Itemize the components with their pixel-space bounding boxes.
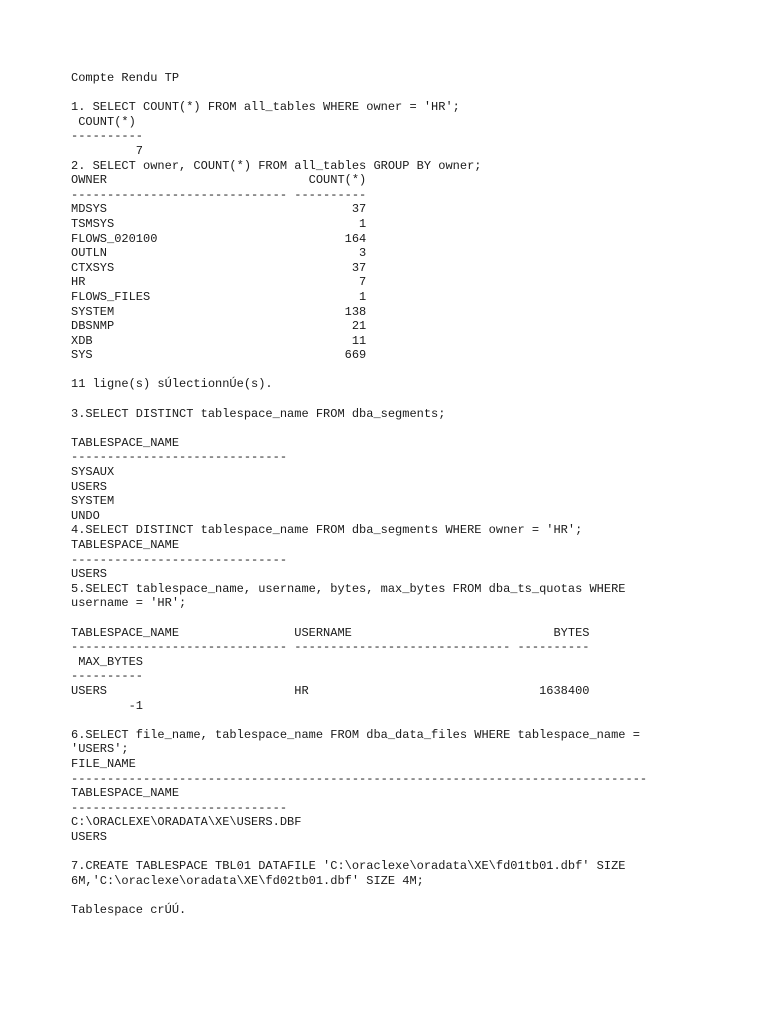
text-line: USERS [71, 479, 108, 494]
blank-line [71, 421, 761, 436]
text-line: SYSTEM 138 [71, 304, 367, 319]
blank-line [71, 611, 761, 626]
blank-line [71, 86, 761, 101]
blank-line [71, 844, 761, 859]
text-line: CTXSYS 37 [71, 260, 367, 275]
text-line: TABLESPACE_NAME [71, 435, 180, 450]
text-line: 6.SELECT file_name, tablespace_name FROM dba_data_files WHERE tablespace_name = [71, 727, 640, 742]
document-body [71, 71, 761, 917]
blank-line [71, 713, 761, 728]
text-line: Compte Rendu TP [71, 71, 180, 85]
text-line: USERS [71, 567, 108, 582]
text-line: 7 [71, 143, 144, 158]
text-line: MAX_BYTES [71, 654, 144, 669]
text-line: OWNER COUNT(*) [71, 173, 367, 188]
text-line: 6M,'C:\oraclexe\oradata\XE\fd02tb01.dbf' SIZE 4M; [71, 873, 424, 888]
text-line: ------------------------------ [71, 450, 288, 465]
text-line: TABLESPACE_NAME [71, 786, 180, 801]
text-line: ------------------------------ [71, 552, 288, 567]
text-line: 5.SELECT tablespace_name, username, bytes, max_bytes FROM dba_ts_quotas WHERE [71, 581, 626, 596]
text-line: 2. SELECT owner, COUNT(*) FROM all_tables GROUP BY owner; [71, 158, 482, 173]
text-line: 7.CREATE TABLESPACE TBL01 DATAFILE 'C:\oraclexe\oradata\XE\fd01tb01.dbf' SIZE [71, 859, 626, 874]
text-line: Tablespace crÚÚ. [71, 902, 187, 917]
text-line: SYS 669 [71, 348, 367, 363]
blank-line [71, 363, 761, 378]
text-line: TABLESPACE_NAME USERNAME BYTES [71, 625, 590, 640]
text-line: XDB 11 [71, 333, 367, 348]
text-line: 1. SELECT COUNT(*) FROM all_tables WHERE owner = 'HR'; [71, 100, 460, 115]
text-line: ---------- [71, 129, 144, 144]
text-line: 'USERS'; [71, 742, 129, 757]
blank-line [71, 392, 761, 407]
text-line: ------------------------------ ------------------------------ ---------- [71, 640, 590, 655]
text-line: FLOWS_020100 164 [71, 231, 367, 246]
text-line: 3.SELECT DISTINCT tablespace_name FROM dba_segments; [71, 406, 446, 421]
text-line: COUNT(*) [71, 114, 136, 129]
text-line: FILE_NAME [71, 756, 136, 771]
text-line: USERS HR 1638400 [71, 683, 590, 698]
text-line: DBSNMP 21 [71, 319, 367, 334]
text-line: C:\ORACLEXE\ORADATA\XE\USERS.DBF [71, 815, 302, 830]
text-line: 4.SELECT DISTINCT tablespace_name FROM dba_segments WHERE owner = 'HR'; [71, 523, 583, 538]
blank-line [71, 888, 761, 903]
text-line: ------------------------------ ---------- [71, 187, 367, 202]
text-line: UNDO [71, 508, 100, 523]
text-line: SYSTEM [71, 494, 115, 509]
text-line: TSMSYS 1 [71, 216, 367, 231]
text-line: ------------------------------ [71, 800, 288, 815]
text-line: FLOWS_FILES 1 [71, 289, 367, 304]
text-line: HR 7 [71, 275, 367, 290]
text-line: TABLESPACE_NAME [71, 538, 180, 552]
text-line: ---------- [71, 669, 144, 684]
text-line: MDSYS 37 [71, 202, 367, 217]
text-line: SYSAUX [71, 465, 115, 480]
text-line: OUTLN 3 [71, 246, 367, 261]
text-line: USERS [71, 829, 108, 844]
text-line: username = 'HR'; [71, 596, 187, 611]
text-line: 11 ligne(s) sÚlectionnÚe(s). [71, 377, 273, 392]
text-line: -------------------------------------------------------------------------------- [71, 771, 648, 786]
text-line: -1 [71, 698, 144, 713]
